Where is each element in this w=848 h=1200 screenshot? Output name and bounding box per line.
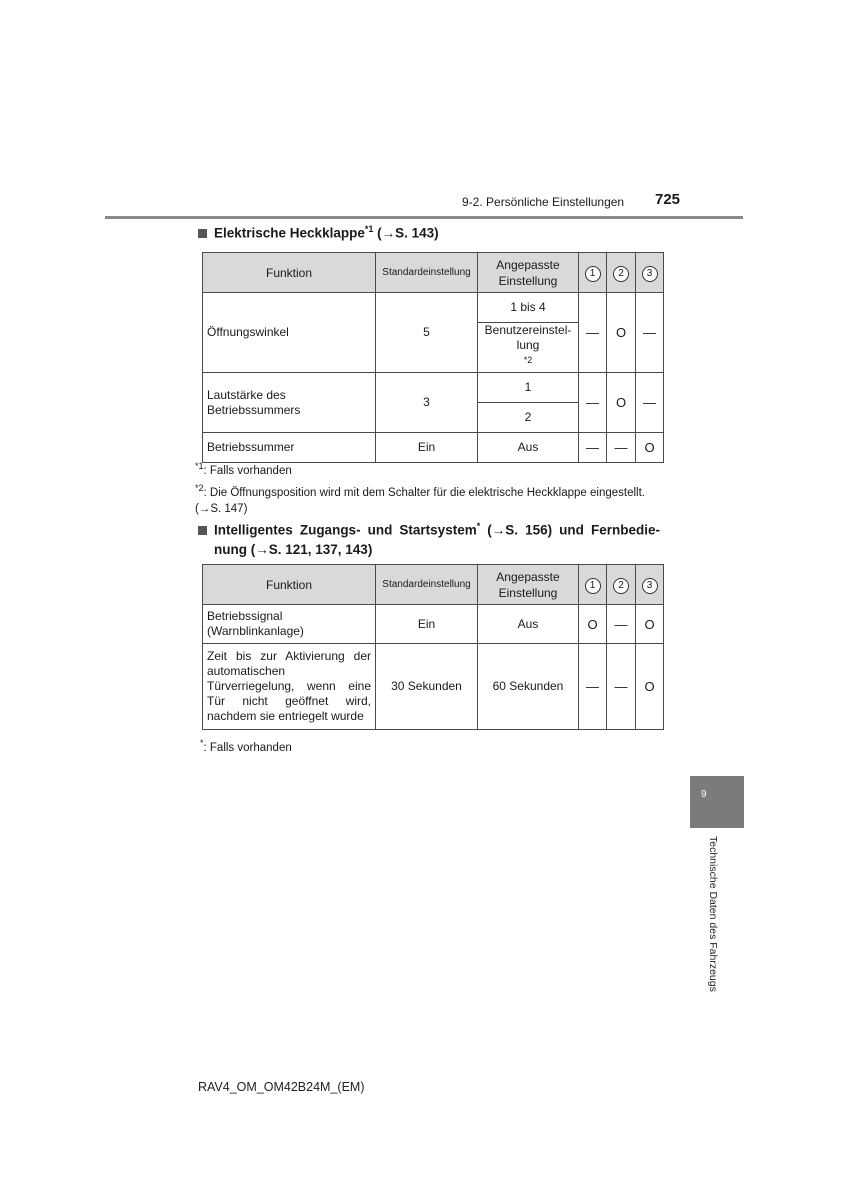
- cell-funktion: Zeit bis zur Aktivierung der automatischen Türverriegelung, wenn eine Tür nicht geöffnet wird, nachdem sie entriegelt wurde: [203, 644, 376, 730]
- cell-angepasst: Aus: [478, 605, 579, 644]
- cell-standard: Ein: [376, 433, 478, 463]
- cell-c3: —: [636, 293, 664, 373]
- circled-2: 2: [613, 578, 629, 594]
- cell-c1: —: [579, 373, 607, 433]
- cell-c1: —: [579, 644, 607, 730]
- header-c1: [579, 565, 607, 605]
- cell-standard: Ein: [376, 605, 478, 644]
- table-row: [203, 293, 664, 323]
- table-row: [203, 605, 664, 644]
- table-header-row: [203, 253, 664, 293]
- cell-option: 2: [478, 403, 579, 433]
- cell-c2: O: [607, 293, 636, 373]
- section1-title: Elektrische Heckklappe: [214, 225, 365, 241]
- table-zugangssystem: [202, 564, 664, 730]
- header-divider: [105, 216, 743, 219]
- header-c1: [579, 253, 607, 293]
- cell-c2: —: [607, 644, 636, 730]
- cell-c2: O: [607, 373, 636, 433]
- chapter-number: 9: [701, 789, 707, 800]
- option-text: Benutzereinstel-lung: [484, 323, 572, 352]
- table-header-row: [203, 565, 664, 605]
- cell-funktion: Lautstärke des Betriebssummers: [203, 373, 376, 433]
- header-funktion: Funktion: [203, 565, 376, 605]
- section2-heading: [198, 517, 660, 559]
- cell-c1: —: [579, 433, 607, 463]
- cell-angepasst: 60 Sekunden: [478, 644, 579, 730]
- circled-3: 3: [642, 266, 658, 282]
- page-number: 725: [655, 191, 681, 208]
- option-sup: *2: [523, 355, 533, 365]
- table-row: [203, 644, 664, 730]
- header-c2: [607, 253, 636, 293]
- document-code: RAV4_OM_OM42B24M_(EM): [198, 1080, 365, 1094]
- cell-c1: O: [579, 605, 607, 644]
- table-heckklappe: [202, 252, 664, 463]
- header-section-title: 9-2. Persönliche Einstellungen: [462, 195, 625, 209]
- circled-1: 1: [585, 266, 601, 282]
- header-standard: Standardeinstellung: [376, 253, 478, 293]
- cell-angepasst: Aus: [478, 433, 579, 463]
- chapter-label: Technische Daten des Fahrzeugs: [707, 836, 719, 992]
- footnote-2: [195, 480, 660, 517]
- section2-heading-line1: [198, 517, 660, 540]
- chapter-tab: [690, 776, 744, 828]
- cell-standard: 3: [376, 373, 478, 433]
- footnote-2-text: : Die Öffnungsposition wird mit dem Schalter für die elektrische Heckklappe eingestellt. (→S. 147): [195, 486, 645, 515]
- cell-c3: O: [636, 433, 664, 463]
- footnote-2-mark: *2: [195, 483, 204, 493]
- cell-c2: —: [607, 433, 636, 463]
- cell-funktion: Betriebssignal (Warnblinkanlage): [203, 605, 376, 644]
- section1-title-sup: *1: [364, 224, 374, 234]
- header-c3: [636, 565, 664, 605]
- header-c2: [607, 565, 636, 605]
- square-bullet-icon: [198, 229, 207, 238]
- header-c3: [636, 253, 664, 293]
- cell-c3: O: [636, 605, 664, 644]
- header-angepasste: Angepasste Einstellung: [478, 565, 579, 605]
- cell-standard: 30 Sekunden: [376, 644, 478, 730]
- footnote-1: [195, 458, 292, 479]
- cell-option: 1: [478, 373, 579, 403]
- cell-option: [478, 323, 579, 373]
- header-angepasste: Angepasste Einstellung: [478, 253, 579, 293]
- cell-option: 1 bis 4: [478, 293, 579, 323]
- section1-ref: (→S. 143): [377, 225, 439, 241]
- table-row: [203, 373, 664, 403]
- square-bullet-icon: [198, 526, 207, 535]
- section2-title-line1-rest: (→S. 156) und Fernbedie-: [487, 522, 660, 538]
- footnote-3-text: : Falls vorhanden: [203, 741, 292, 754]
- header-standard: Standardeinstellung: [376, 565, 478, 605]
- section1-heading: [198, 224, 439, 241]
- cell-c1: —: [579, 293, 607, 373]
- cell-c3: —: [636, 373, 664, 433]
- footnote-3: [200, 735, 292, 756]
- footnote-3-mark: *: [200, 738, 204, 748]
- section2-title-line1: Intelligentes Zugangs- und Startsystem: [214, 522, 477, 538]
- footnote-1-text: : Falls vorhanden: [203, 464, 292, 477]
- section2-title-sup: *: [476, 521, 481, 531]
- circled-1: 1: [585, 578, 601, 594]
- circled-3: 3: [642, 578, 658, 594]
- cell-funktion: Betriebssummer: [203, 433, 376, 463]
- cell-c2: —: [607, 605, 636, 644]
- footnote-1-mark: *1: [195, 461, 204, 471]
- circled-2: 2: [613, 266, 629, 282]
- header-funktion: Funktion: [203, 253, 376, 293]
- section2-title-line2: nung (→S. 121, 137, 143): [214, 541, 373, 557]
- cell-funktion: Öffnungswinkel: [203, 293, 376, 373]
- cell-standard: 5: [376, 293, 478, 373]
- cell-c3: O: [636, 644, 664, 730]
